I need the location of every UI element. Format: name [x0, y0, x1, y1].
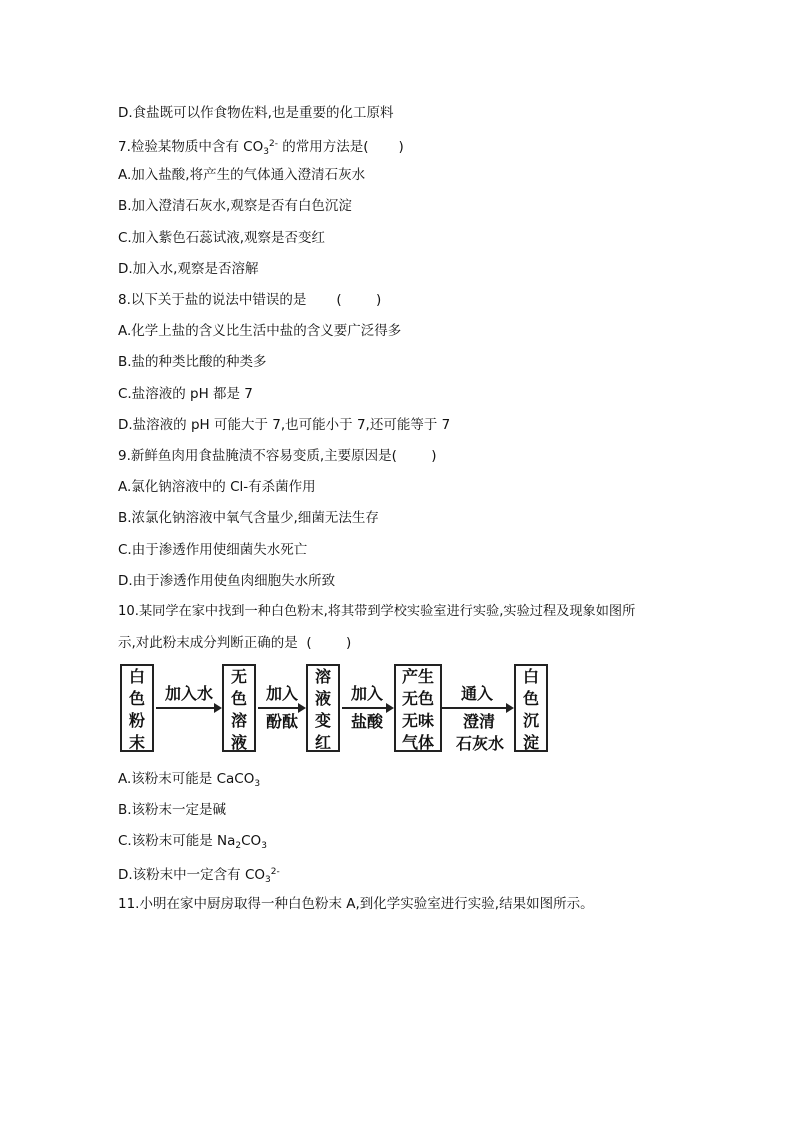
q7-text-pre: 7.检验某物质中含有 CO	[118, 139, 264, 155]
q7-option-b: B.加入澄清石灰水,观察是否有白色沉淀	[118, 198, 352, 214]
q8-option-a: A.化学上盐的含义比生活中盐的含义要广泛得多	[118, 323, 402, 339]
q10d-text: D.该粉末中一定含有 CO	[118, 867, 266, 883]
experiment-flowchart	[118, 661, 558, 755]
arrow-4	[442, 707, 512, 709]
q7-option-c: C.加入紫色石蕊试液,观察是否变红	[118, 230, 326, 246]
q7-answer-blank: )	[368, 139, 404, 155]
option-d-q6: D.食盐既可以作食物佐料,也是重要的化工原料	[118, 105, 394, 121]
box-char: 变	[314, 711, 331, 730]
box-char: 液	[230, 733, 247, 752]
question-11: 11.小明在家中厨房取得一种白色粉末 A,到化学实验室进行实验,结果如图所示。	[118, 896, 594, 912]
arrow-1	[156, 707, 220, 709]
q10d-subscript: 3	[265, 875, 271, 885]
box-char: 末	[128, 733, 145, 752]
box-char: 无	[230, 667, 247, 686]
box-char: 溶	[314, 667, 331, 686]
q10c-text: C.该粉末可能是 Na	[118, 833, 236, 849]
q7-text-post: 的常用方法是(	[277, 139, 369, 155]
flow-box-solution-red	[306, 664, 340, 752]
arrow-label-bottom-4-b: 石灰水	[455, 734, 504, 753]
box-char: 无色	[401, 689, 434, 708]
flow-box-white-precipitate	[514, 664, 548, 752]
box-char: 白	[522, 667, 539, 686]
q10-option-b: B.该粉末一定是碱	[118, 802, 227, 818]
q10a-text: A.该粉末可能是 CaCO	[118, 771, 255, 787]
arrow-label-top-3: 加入	[350, 684, 383, 703]
arrow-2	[258, 707, 304, 709]
box-char: 色	[522, 689, 539, 708]
q9-option-c: C.由于渗透作用使细菌失水死亡	[118, 542, 308, 558]
flow-box-gas	[394, 664, 442, 752]
q7-subscript: 3	[263, 147, 269, 157]
box-char: 色	[230, 689, 247, 708]
q10-option-a	[118, 769, 260, 794]
q7-option-a: A.加入盐酸,将产生的气体通入澄清石灰水	[118, 167, 366, 183]
question-10-line2: 示,对此粉末成分判断正确的是 ( )	[118, 635, 352, 651]
q7-option-d: D.加入水,观察是否溶解	[118, 261, 259, 277]
q10-option-c	[118, 831, 267, 856]
q8-option-c: C.盐溶液的 pH 都是 7	[118, 386, 253, 402]
q10-option-d	[118, 862, 280, 890]
box-char: 色	[128, 689, 145, 708]
box-char: 无味	[401, 711, 434, 730]
q10c-subscript-2: 3	[261, 841, 267, 851]
arrow-label-bottom-2: 酚酞	[265, 712, 298, 731]
arrow-label-top-2: 加入	[265, 684, 298, 703]
flow-box-white-powder	[120, 664, 154, 752]
question-8: 8.以下关于盐的说法中错误的是 ( )	[118, 292, 382, 308]
arrow-label-bottom-4-a: 澄清	[462, 712, 495, 731]
q10c-text-mid: CO	[241, 833, 262, 849]
arrow-label-top-1: 加入水	[164, 684, 213, 703]
q9-option-a: A.氯化钠溶液中的 Cl-有杀菌作用	[118, 479, 316, 495]
box-char: 红	[314, 733, 331, 752]
arrow-3	[342, 707, 392, 709]
q10d-superscript: 2-	[270, 867, 280, 877]
arrow-label-top-4: 通入	[460, 684, 493, 703]
box-char: 产生	[401, 667, 434, 686]
box-char: 沉	[522, 711, 539, 730]
q10c-subscript-1: 2	[235, 841, 242, 851]
q7-superscript: 2-	[268, 139, 278, 149]
box-char: 淀	[522, 733, 539, 752]
q9-option-b: B.浓氯化钠溶液中氧气含量少,细菌无法生存	[118, 510, 379, 526]
box-char: 粉	[128, 711, 145, 730]
question-9: 9.新鲜鱼肉用食盐腌渍不容易变质,主要原因是( )	[118, 448, 437, 464]
box-char: 液	[314, 689, 331, 708]
q9-option-d: D.由于渗透作用使鱼肉细胞失水所致	[118, 573, 336, 589]
question-10-line1: 10.某同学在家中找到一种白色粉末,将其带到学校实验室进行实验,实验过程及现象如图所	[118, 604, 636, 619]
q8-option-d: D.盐溶液的 pH 可能大于 7,也可能小于 7,还可能等于 7	[118, 417, 451, 433]
q8-option-b: B.盐的种类比酸的种类多	[118, 354, 267, 370]
q10a-subscript: 3	[254, 779, 261, 789]
box-char: 白	[128, 667, 145, 686]
box-char: 溶	[230, 711, 247, 730]
box-char: 气体	[401, 733, 434, 752]
arrow-label-bottom-3: 盐酸	[350, 712, 383, 731]
question-7	[118, 134, 404, 162]
flow-box-colorless-solution	[222, 664, 256, 752]
